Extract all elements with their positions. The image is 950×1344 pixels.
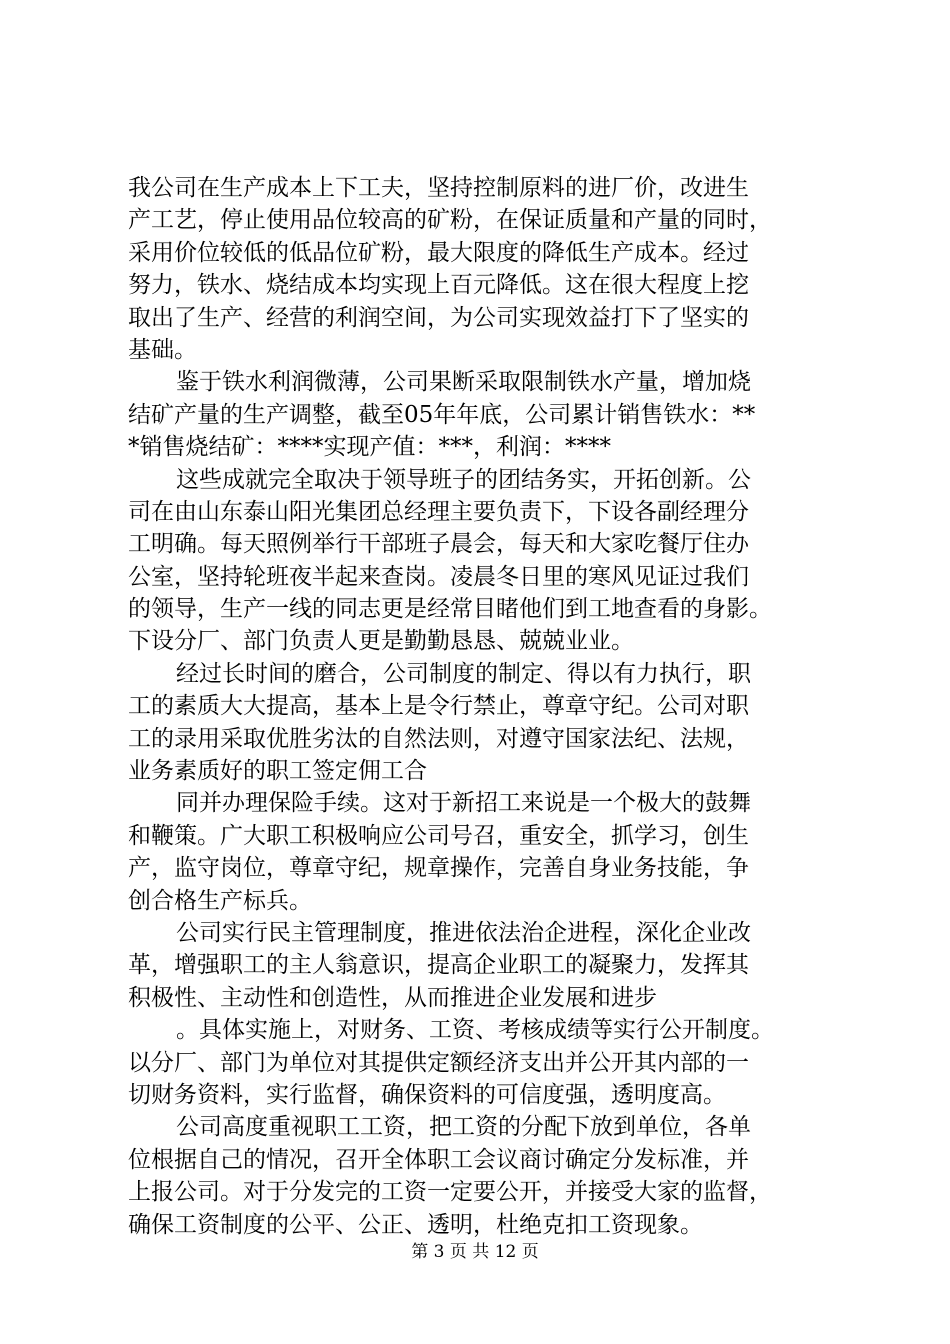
text-line: 和鞭策。广大职工积极响应公司号召，重安全，抓学习，创生 xyxy=(128,822,749,849)
text-line: 创合格生产标兵。 xyxy=(128,887,312,914)
text-line: 工明确。每天照例举行干部班子晨会，每天和大家吃餐厅住办 xyxy=(128,531,749,558)
text-line: 公室，坚持轮班夜半起来查岗。凌晨冬日里的寒风见证过我们 xyxy=(128,563,749,590)
text-line: 努力，铁水、烧结成本均实现上百元降低。这在很大程度上挖 xyxy=(128,272,749,299)
text-line: 积极性、主动性和创造性，从而推进企业发展和进步 xyxy=(128,984,657,1011)
text-line: 经过长时间的磨合，公司制度的制定、得以有力执行，职 xyxy=(176,660,751,687)
text-line: 公司实行民主管理制度，推进依法治企进程，深化企业改 xyxy=(176,919,751,946)
text-line: 基础。 xyxy=(128,336,197,363)
text-line: 工的素质大大提高，基本上是令行禁止，尊章守纪。公司对职 xyxy=(128,693,749,720)
text-line: 以分厂、部门为单位对其提供定额经济支出并公开其内部的一 xyxy=(128,1049,749,1076)
text-line: 采用价位较低的低品位矿粉，最大限度的降低生产成本。经过 xyxy=(128,239,749,266)
text-line: 鉴于铁水利润微薄，公司果断采取限制铁水产量，增加烧 xyxy=(176,369,751,396)
page-footer: 第 3 页 共 12 页 xyxy=(411,1242,539,1262)
text-line: 公司高度重视职工工资，把工资的分配下放到单位，各单 xyxy=(176,1114,751,1141)
text-line: 位根据自己的情况，召开全体职工会议商讨确定分发标准，并 xyxy=(128,1146,749,1173)
text-line: 上报公司。对于分发完的工资一定要公开，并接受大家的监督， xyxy=(128,1179,772,1206)
text-line: 革，增强职工的主人翁意识，提高企业职工的凝聚力，发挥其 xyxy=(128,952,749,979)
text-line: 业务素质好的职工签定佣工合 xyxy=(128,758,427,785)
text-line: 这些成就完全取决于领导班子的团结务实，开拓创新。公 xyxy=(176,466,751,493)
text-line: 。具体实施上，对财务、工资、考核成绩等实行公开制度。 xyxy=(176,1017,774,1044)
document-body xyxy=(128,172,833,1241)
text-line: 取出了生产、经营的利润空间，为公司实现效益打下了坚实的 xyxy=(128,304,749,331)
text-line: 产，监守岗位，尊章守纪，规章操作，完善自身业务技能，争 xyxy=(128,855,749,882)
text-line: 的领导，生产一线的同志更是经常目睹他们到工地查看的身影。 xyxy=(128,596,772,623)
text-line: 同并办理保险手续。这对于新招工来说是一个极大的鼓舞 xyxy=(176,790,751,817)
text-line: 切财务资料，实行监督，确保资料的可信度强，透明度高。 xyxy=(128,1081,726,1108)
text-line: 下设分厂、部门负责人更是勤勤恳恳、兢兢业业。 xyxy=(128,628,634,655)
text-line: 司在由山东泰山阳光集团总经理主要负责下，下设各副经理分 xyxy=(128,498,749,525)
text-line: 工的录用采取优胜劣汰的自然法则，对遵守国家法纪、法规， xyxy=(128,725,749,752)
text-line: 确保工资制度的公平、公正、透明，杜绝克扣工资现象。 xyxy=(128,1211,703,1238)
text-line: *销售烧结矿：****实现产值：***，利润：**** xyxy=(128,434,611,461)
text-line: 结矿产量的生产调整，截至05年年底，公司累计销售铁水：** xyxy=(128,401,756,428)
text-line: 我公司在生产成本上下工夫，坚持控制原料的进厂价，改进生 xyxy=(128,175,749,201)
text-line: 产工艺，停止使用品位较高的矿粉，在保证质量和产量的同时， xyxy=(128,207,772,234)
